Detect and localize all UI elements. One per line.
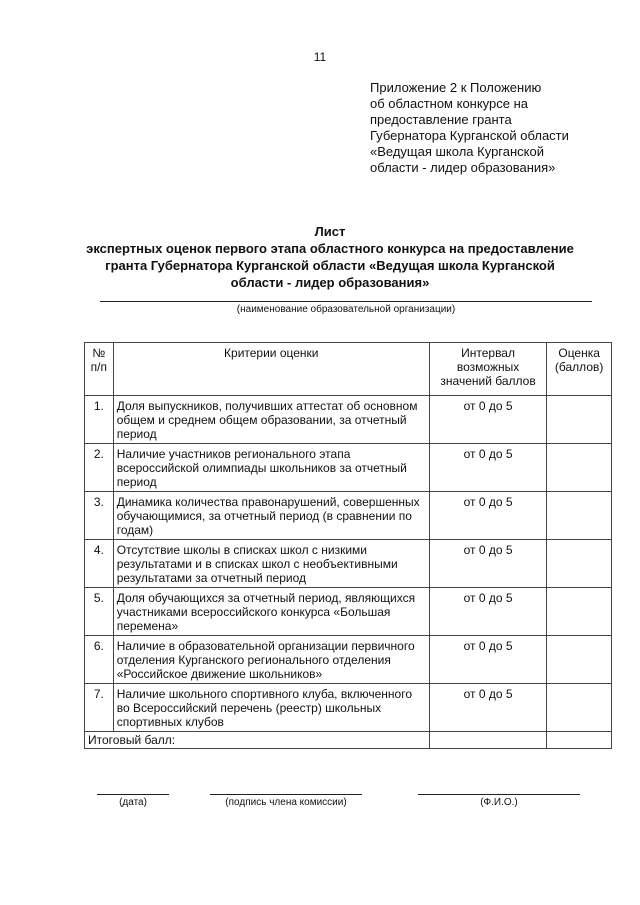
document-title — [70, 223, 590, 291]
fio-line[interactable] — [418, 794, 580, 795]
row-interval: от 0 до 5 — [429, 684, 546, 732]
date-line[interactable] — [97, 794, 169, 795]
header-interval: Интервал возможных значений баллов — [429, 343, 546, 396]
row-score-cell[interactable] — [547, 492, 612, 540]
header-criteria: Критерии оценки — [113, 343, 429, 396]
evaluation-table — [84, 342, 612, 749]
row-interval: от 0 до 5 — [429, 492, 546, 540]
row-criteria: Наличие школьного спортивного клуба, включенного во Всероссийский перечень (реестр) школьных спортивных клубов — [113, 684, 429, 732]
table-header-row — [85, 343, 612, 396]
title-line: экспертных оценок первого этапа областного конкурса на предоставление — [86, 241, 574, 256]
total-label: Итоговый балл: — [85, 732, 430, 749]
appendix-line: Губернатора Курганской области — [370, 128, 569, 143]
row-criteria: Отсутствие школы в списках школ с низкими результатами и в списках школ с необъективными результатами за отчетный период — [113, 540, 429, 588]
appendix-note — [370, 80, 620, 176]
row-num: 3. — [85, 492, 114, 540]
row-interval: от 0 до 5 — [429, 540, 546, 588]
row-interval: от 0 до 5 — [429, 636, 546, 684]
row-num: 5. — [85, 588, 114, 636]
table-row — [85, 396, 612, 444]
row-criteria: Доля обучающихся за отчетный период, являющихся участниками всероссийского конкурса «Большая перемена» — [113, 588, 429, 636]
row-score-cell[interactable] — [547, 636, 612, 684]
row-interval: от 0 до 5 — [429, 396, 546, 444]
page-number: 11 — [313, 50, 327, 64]
table-row — [85, 684, 612, 732]
appendix-line: Приложение 2 к Положению — [370, 80, 542, 95]
row-interval: от 0 до 5 — [429, 588, 546, 636]
table-row — [85, 540, 612, 588]
title-line: области - лидер образования» — [230, 275, 430, 290]
row-criteria: Наличие участников регионального этапа всероссийской олимпиады школьников за отчетный период — [113, 444, 429, 492]
organization-caption: (наименование образовательной организации) — [236, 304, 456, 315]
row-criteria: Наличие в образовательной организации первичного отделения Курганского регионального отделения «Российское движение школьников» — [113, 636, 429, 684]
row-criteria: Доля выпускников, получивших аттестат об основном общем и среднем общем образовании, за отчетный период — [113, 396, 429, 444]
date-caption: (дата) — [119, 797, 147, 808]
row-score-cell[interactable] — [547, 540, 612, 588]
row-score-cell[interactable] — [547, 684, 612, 732]
total-score-cell[interactable] — [547, 732, 612, 749]
table-row — [85, 636, 612, 684]
header-num: № п/п — [85, 343, 114, 396]
header-score: Оценка (баллов) — [547, 343, 612, 396]
title-line: гранта Губернатора Курганской области «Ведущая школа Курганской — [105, 258, 555, 273]
row-num: 4. — [85, 540, 114, 588]
title-line: Лист — [314, 224, 346, 239]
signature-caption: (подпись члена комиссии) — [225, 797, 347, 808]
appendix-line: «Ведущая школа Курганской — [370, 144, 544, 159]
total-row — [85, 732, 612, 749]
table-row — [85, 588, 612, 636]
organization-name-line[interactable] — [100, 301, 592, 302]
row-criteria: Динамика количества правонарушений, совершенных обучающимися, за отчетный период (в сравнении по годам) — [113, 492, 429, 540]
table-row — [85, 444, 612, 492]
row-num: 6. — [85, 636, 114, 684]
total-interval-cell — [429, 732, 546, 749]
fio-caption: (Ф.И.О.) — [480, 797, 518, 808]
row-num: 7. — [85, 684, 114, 732]
appendix-line: области - лидер образования» — [370, 160, 556, 175]
appendix-line: предоставление гранта — [370, 112, 512, 127]
row-score-cell[interactable] — [547, 588, 612, 636]
row-num: 2. — [85, 444, 114, 492]
appendix-line: об областном конкурсе на — [370, 96, 529, 111]
row-score-cell[interactable] — [547, 396, 612, 444]
signature-line[interactable] — [210, 794, 362, 795]
row-interval: от 0 до 5 — [429, 444, 546, 492]
table-row — [85, 492, 612, 540]
row-score-cell[interactable] — [547, 444, 612, 492]
row-num: 1. — [85, 396, 114, 444]
